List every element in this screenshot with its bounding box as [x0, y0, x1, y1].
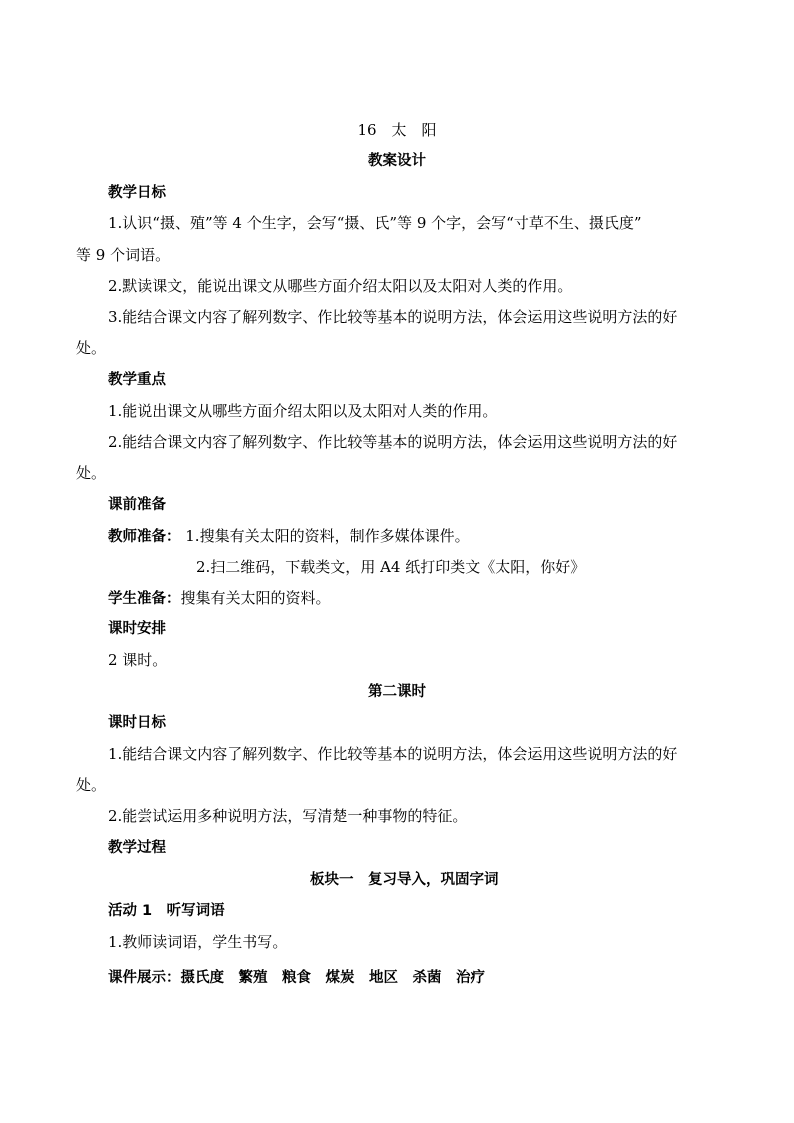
section-subtitle: 教案设计	[368, 153, 426, 169]
activity-title: 活动 1 听写词语	[108, 903, 225, 919]
student-prep-label: 学生准备：	[108, 591, 181, 607]
goal-line-4: 3.能结合课文内容了解列数字、作比较等基本的说明方法，体会运用这些说明方法的好	[108, 308, 678, 326]
lesson-period-title: 第二课时	[368, 684, 426, 700]
lesson-goal-line-1: 1.能结合课文内容了解列数字、作比较等基本的说明方法，体会运用这些说明方法的好	[108, 745, 678, 763]
prep-heading: 课前准备	[108, 497, 166, 513]
lesson-goals-heading: 课时日标	[108, 715, 166, 731]
key-line-1: 1.能说出课文从哪些方面介绍太阳以及太阳对人类的作用。	[108, 402, 498, 420]
teacher-prep-label: 教师准备：	[108, 529, 181, 545]
goal-line-5: 处。	[76, 339, 107, 357]
schedule-heading: 课时安排	[108, 621, 166, 637]
lesson-goal-line-2: 处。	[76, 776, 107, 794]
student-prep-text: 搜集有关太阳的资料。	[180, 589, 331, 607]
activity-step: 1.教师读词语，学生书写。	[108, 933, 288, 951]
courseware-label: 课件展示：	[108, 970, 181, 986]
schedule-text: 2 课时。	[108, 651, 168, 669]
goal-line-3: 2.默读课文，能说出课文从哪些方面介绍太阳以及太阳对人类的作用。	[108, 277, 573, 295]
student-prep-line	[108, 588, 728, 609]
courseware-line	[108, 967, 728, 988]
goal-line-1: 1.认识“摄、殖”等 4 个生字，会写“摄、氏”等 9 个字，会写“寸草不生、摄氏度”	[108, 214, 642, 232]
teacher-prep-item-2: 2.扫二维码，下载类文，用 A4 纸打印类文《太阳，你好》	[196, 558, 586, 576]
lesson-goal-line-3: 2.能尝试运用多种说明方法，写清楚一种事物的特征。	[108, 807, 468, 825]
goals-heading: 教学日标	[108, 185, 166, 201]
goal-line-2: 等 9 个词语。	[76, 246, 171, 264]
courseware-words: 摄氏度 繁殖 粮食 煤炭 地区 杀菌 治疗	[180, 970, 485, 986]
teacher-prep-line	[108, 526, 728, 547]
process-heading: 教学过程	[108, 840, 166, 856]
teacher-prep-item-1: 1.搜集有关太阳的资料，制作多媒体课件。	[180, 527, 470, 545]
key-heading: 教学重点	[108, 372, 166, 388]
key-line-3: 处。	[76, 464, 107, 482]
lesson-title: 16 太 阳	[357, 121, 437, 139]
key-line-2: 2.能结合课文内容了解列数字、作比较等基本的说明方法，体会运用这些说明方法的好	[108, 433, 678, 451]
block-title: 板块一 复习导入，巩固字词	[310, 872, 499, 888]
